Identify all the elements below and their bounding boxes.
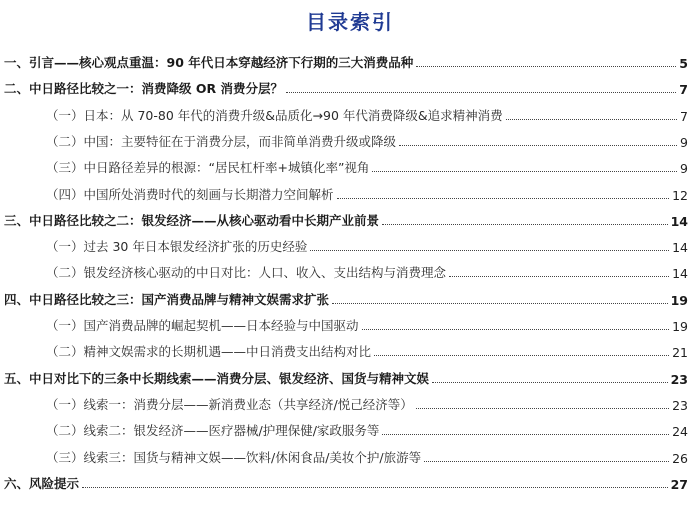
toc-entry-label: 二、中日路径比较之一：消费降级 OR 消费分层？ <box>4 81 283 97</box>
page-title: 目录索引 <box>306 10 394 34</box>
toc-entry-page: 12 <box>672 187 688 203</box>
toc-leader-dots <box>286 92 676 93</box>
toc-leader-dots <box>362 329 670 330</box>
toc-entry[interactable] <box>0 75 700 97</box>
toc-entry-page: 7 <box>679 82 688 98</box>
toc-entry[interactable] <box>0 49 700 71</box>
toc-entry[interactable] <box>0 312 700 334</box>
toc-entry-label: 三、中日路径比较之二：银发经济——从核心驱动看中长期产业前景 <box>4 212 380 228</box>
toc-entry-label: （一）过去 30 年日本银发经济扩张的历史经验 <box>46 239 308 255</box>
toc-entry[interactable] <box>0 338 700 360</box>
toc-entry-page: 7 <box>680 108 688 124</box>
toc-entry-page: 14 <box>670 213 688 229</box>
toc-leader-dots <box>332 303 668 304</box>
toc-entry[interactable] <box>0 102 700 124</box>
toc-entry-label: （二）中国：主要特征在于消费分层，而非简单消费升级或降级 <box>46 133 397 149</box>
toc-entry-label: （二）线索二：银发经济——医疗器械/护理保健/家政服务等 <box>46 423 380 439</box>
toc-entry-page: 19 <box>672 319 688 334</box>
toc-entry-label: （二）精神文娱需求的长期机遇——中日消费支出结构对比 <box>46 344 372 360</box>
toc-entry-page: 14 <box>672 266 688 282</box>
toc-entry-page: 23 <box>672 397 688 413</box>
toc-entry[interactable] <box>0 444 700 466</box>
toc-leader-dots <box>449 276 669 277</box>
toc-leader-dots <box>374 355 669 356</box>
toc-entry-page: 9 <box>680 161 688 177</box>
toc-entry-label: （三）中日路径差异的根源：“居民杠杆率+城镇化率”视角 <box>46 160 370 176</box>
toc-entry-page: 21 <box>672 345 688 361</box>
toc-entry[interactable] <box>0 259 700 281</box>
toc-entry-label: 六、风险提示 <box>4 475 80 491</box>
toc-entry-label: （三）线索三：国货与精神文娱——饮料/休闲食品/美妆个护/旅游等 <box>46 449 422 465</box>
toc-entry-label: （四）中国所处消费时代的刻画与长期潜力空间解析 <box>46 186 334 202</box>
toc-leader-dots <box>337 198 670 199</box>
toc-leader-dots <box>82 487 668 488</box>
toc-leader-dots <box>399 145 677 146</box>
toc-leader-dots <box>372 171 677 172</box>
toc-entry-label: （一）国产消费品牌的崛起契机——日本经验与中国驱动 <box>46 318 359 333</box>
toc-leader-dots <box>382 434 669 435</box>
toc-leader-dots <box>416 408 669 409</box>
toc-entry-page: 5 <box>679 56 688 71</box>
toc-entry[interactable] <box>0 417 700 439</box>
toc-entry-page: 24 <box>672 424 688 440</box>
toc-entry-label: 一、引言——核心观点重温：90 年代日本穿越经济下行期的三大消费品种 <box>4 55 414 70</box>
toc-entry-label: 五、中日对比下的三条中长期线索——消费分层、银发经济、国货与精神文娱 <box>4 370 430 386</box>
toc-leader-dots <box>506 119 677 120</box>
toc-leader-dots <box>382 224 668 225</box>
toc-entry[interactable] <box>0 154 700 176</box>
toc-entry-label: （二）银发经济核心驱动的中日对比：人口、收入、支出结构与消费理念 <box>46 265 447 281</box>
toc-entry-label: （一）日本：从 70-80 年代的消费升级&品质化→90 年代消费降级&追求精神消费 <box>46 107 503 123</box>
toc-entry-page: 26 <box>672 450 688 466</box>
toc-entry[interactable] <box>0 391 700 413</box>
toc-entry-page: 14 <box>672 240 688 256</box>
toc-leader-dots <box>424 461 669 462</box>
toc-entry[interactable] <box>0 128 700 150</box>
toc-entry-page: 27 <box>670 476 688 492</box>
toc-entry[interactable] <box>0 286 700 308</box>
toc-entry[interactable] <box>0 470 700 492</box>
toc-leader-dots <box>310 250 669 251</box>
toc-entry[interactable] <box>0 207 700 229</box>
toc-leader-dots <box>416 66 676 67</box>
toc-entry[interactable] <box>0 365 700 387</box>
toc-entry-label: 四、中日路径比较之三：国产消费品牌与精神文娱需求扩张 <box>4 291 330 307</box>
toc-entry-page: 19 <box>670 292 688 308</box>
toc-leader-dots <box>432 382 668 383</box>
toc-entry-page: 9 <box>680 134 688 150</box>
toc-entry[interactable] <box>0 233 700 255</box>
toc-entry-page: 23 <box>670 371 688 387</box>
toc-entry[interactable] <box>0 181 700 203</box>
toc-entry-label: （一）线索一：消费分层——新消费业态（共享经济/悦己经济等） <box>46 396 413 412</box>
